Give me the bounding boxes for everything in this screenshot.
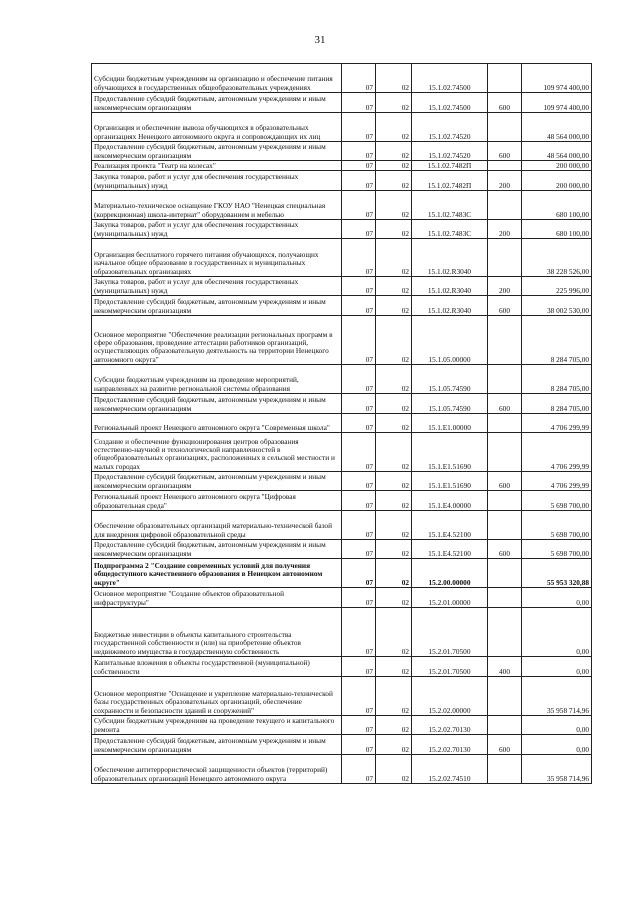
row-section: 07 (342, 559, 376, 588)
row-amount: 48 564 000,00 (522, 142, 592, 161)
table-row (92, 113, 592, 142)
row-amount: 109 974 400,00 (522, 64, 592, 93)
row-name: Материально-техническое оснащение ГКОУ НАО "Ненецкая специальная (коррекционная) школа-интернат" оборудованием и мебелью (92, 191, 342, 220)
page-number: 31 (314, 34, 326, 46)
row-target-article: 15.1.02.7482П (412, 161, 488, 171)
row-subsection: 02 (376, 511, 412, 540)
table-row (92, 608, 592, 657)
row-target-article: 15.2.02.70130 (412, 716, 488, 735)
table-row (92, 191, 592, 220)
row-target-article: 15.1.02.74520 (412, 142, 488, 161)
row-amount: 48 564 000,00 (522, 113, 592, 142)
row-expense-type (488, 677, 522, 716)
row-name: Основное мероприятие "Оснащение и укрепление материально-технической базы государственных образовательных организаций, обеспечение сохранности и безопасности зданий и сооружений" (92, 677, 342, 716)
row-name: Закупка товаров, работ и услуг для обеспечения государственных (муниципальных) нужд (92, 277, 342, 296)
row-subsection: 02 (376, 171, 412, 191)
row-amount: 680 100,00 (522, 220, 592, 239)
row-target-article: 15.1.02.R3040 (412, 239, 488, 277)
row-subsection: 02 (376, 113, 412, 142)
row-amount: 0,00 (522, 716, 592, 735)
row-subsection: 02 (376, 191, 412, 220)
row-name: Реализация проекта "Театр на колесах" (92, 161, 342, 171)
row-name: Предоставление субсидий бюджетным, автономным учреждениям и иным некоммерческим организациям (92, 142, 342, 161)
row-section: 07 (342, 755, 376, 784)
table-row (92, 365, 592, 394)
table-row (92, 755, 592, 784)
table-row (92, 64, 592, 93)
row-target-article: 15.1.02.74520 (412, 113, 488, 142)
row-name: Основное мероприятие "Создание объектов образовательной инфраструктуры" (92, 588, 342, 608)
table-row (92, 716, 592, 735)
row-target-article: 15.1.05.00000 (412, 316, 488, 365)
row-subsection: 02 (376, 716, 412, 735)
row-section: 07 (342, 142, 376, 161)
row-subsection: 02 (376, 559, 412, 588)
row-amount: 38 002 530,00 (522, 296, 592, 316)
row-subsection: 02 (376, 161, 412, 171)
row-expense-type: 600 (488, 394, 522, 414)
table-row (92, 677, 592, 716)
row-target-article: 15.1.02.7482П (412, 171, 488, 191)
row-target-article: 15.2.02.70130 (412, 735, 488, 755)
row-target-article: 15.1.Е4.52100 (412, 540, 488, 559)
row-expense-type (488, 191, 522, 220)
row-name: Основное мероприятие "Обеспечение реализации региональных программ в сфере образования, проведение аттестации работников организаций, осуществляющих образовательную деятельность на территории Ненецкого автономного округа" (92, 316, 342, 365)
table-row (92, 511, 592, 540)
table-row (92, 657, 592, 677)
row-section: 07 (342, 93, 376, 113)
row-name: Предоставление субсидий бюджетным, автономным учреждениям и иным некоммерческим организациям (92, 735, 342, 755)
row-amount: 4 706 299,99 (522, 472, 592, 491)
row-name: Региональный проект Ненецкого автономного округа "Цифровая образовательная среда" (92, 491, 342, 511)
budget-table (91, 63, 592, 784)
table-row (92, 171, 592, 191)
row-subsection: 02 (376, 316, 412, 365)
row-amount: 8 284 705,00 (522, 316, 592, 365)
row-name: Подпрограмма 2 "Создание современных условий для получения общедоступного качественного образования в Ненецком автономном округе" (92, 559, 342, 588)
row-amount: 5 698 700,00 (522, 511, 592, 540)
row-target-article: 15.2.01.00000 (412, 588, 488, 608)
row-name: Обеспечение антитеррористической защищенности объектов (территорий) образовательных организаций Ненецкого автономного округа (92, 755, 342, 784)
row-target-article: 15.2.02.74510 (412, 755, 488, 784)
row-amount: 200 000,00 (522, 161, 592, 171)
row-subsection: 02 (376, 277, 412, 296)
row-expense-type (488, 608, 522, 657)
row-name: Предоставление субсидий бюджетным, автономным учреждениям и иным некоммерческим организациям (92, 93, 342, 113)
row-expense-type (488, 433, 522, 472)
row-expense-type: 600 (488, 93, 522, 113)
row-section: 07 (342, 716, 376, 735)
row-expense-type (488, 491, 522, 511)
row-expense-type (488, 559, 522, 588)
row-name: Закупка товаров, работ и услуг для обеспечения государственных (муниципальных) нужд (92, 220, 342, 239)
row-section: 07 (342, 394, 376, 414)
row-subsection: 02 (376, 540, 412, 559)
row-section: 07 (342, 540, 376, 559)
row-section: 07 (342, 472, 376, 491)
row-target-article: 15.2.00.00000 (412, 559, 488, 588)
row-target-article: 15.1.02.74500 (412, 64, 488, 93)
row-subsection: 02 (376, 657, 412, 677)
row-section: 07 (342, 433, 376, 472)
row-expense-type (488, 239, 522, 277)
table-row (92, 220, 592, 239)
table-row (92, 239, 592, 277)
row-expense-type (488, 365, 522, 394)
row-amount: 0,00 (522, 657, 592, 677)
row-name: Субсидии бюджетным учреждениям на проведение мероприятий, направленных на развитие региональной системы образования (92, 365, 342, 394)
row-expense-type: 200 (488, 171, 522, 191)
row-expense-type (488, 588, 522, 608)
row-section: 07 (342, 491, 376, 511)
row-amount: 5 698 700,00 (522, 540, 592, 559)
row-section: 07 (342, 511, 376, 540)
row-subsection: 02 (376, 433, 412, 472)
row-subsection: 02 (376, 608, 412, 657)
row-section: 07 (342, 113, 376, 142)
row-name: Предоставление субсидий бюджетным, автономным учреждениям и иным некоммерческим организациям (92, 296, 342, 316)
row-target-article: 15.1.Е1.00000 (412, 414, 488, 433)
row-subsection: 02 (376, 491, 412, 511)
row-subsection: 02 (376, 296, 412, 316)
row-amount: 109 974 400,00 (522, 93, 592, 113)
row-section: 07 (342, 161, 376, 171)
row-amount: 35 958 714,96 (522, 677, 592, 716)
row-amount: 200 000,00 (522, 171, 592, 191)
row-amount: 55 953 320,88 (522, 559, 592, 588)
row-section: 07 (342, 365, 376, 394)
row-target-article: 15.1.02.7483С (412, 220, 488, 239)
table-row (92, 414, 592, 433)
row-expense-type (488, 113, 522, 142)
row-name: Бюджетные инвестиции в объекты капитального строительства государственной собственности и (или) на приобретение объектов недвижимого имущества в государственную собственность (92, 608, 342, 657)
row-expense-type: 200 (488, 277, 522, 296)
row-section: 07 (342, 220, 376, 239)
row-amount: 0,00 (522, 588, 592, 608)
table-row (92, 316, 592, 365)
row-subsection: 02 (376, 472, 412, 491)
row-name: Предоставление субсидий бюджетным, автономным учреждениям и иным некоммерческим организациям (92, 540, 342, 559)
row-section: 07 (342, 677, 376, 716)
row-amount: 4 706 299,99 (522, 433, 592, 472)
row-target-article: 15.2.01.70500 (412, 657, 488, 677)
row-expense-type: 600 (488, 472, 522, 491)
row-expense-type: 400 (488, 657, 522, 677)
row-expense-type (488, 161, 522, 171)
table-row (92, 735, 592, 755)
table-row (92, 491, 592, 511)
row-section: 07 (342, 277, 376, 296)
row-subsection: 02 (376, 220, 412, 239)
row-target-article: 15.1.05.74590 (412, 365, 488, 394)
row-amount: 38 228 526,00 (522, 239, 592, 277)
row-target-article: 15.1.02.7483С (412, 191, 488, 220)
row-amount: 8 284 705,00 (522, 365, 592, 394)
row-expense-type (488, 755, 522, 784)
row-amount: 680 100,00 (522, 191, 592, 220)
row-target-article: 15.1.Е1.51690 (412, 433, 488, 472)
row-subsection: 02 (376, 142, 412, 161)
row-section: 07 (342, 657, 376, 677)
row-name: Организация и обеспечение вывоза обучающихся в образовательных организациях Ненецкого автономного округа и сопровождающих их лиц (92, 113, 342, 142)
row-expense-type (488, 716, 522, 735)
row-subsection: 02 (376, 735, 412, 755)
row-amount: 225 996,00 (522, 277, 592, 296)
row-amount: 0,00 (522, 735, 592, 755)
row-subsection: 02 (376, 588, 412, 608)
table-row (92, 540, 592, 559)
row-expense-type (488, 316, 522, 365)
row-subsection: 02 (376, 414, 412, 433)
row-amount: 4 706 299,99 (522, 414, 592, 433)
row-expense-type: 600 (488, 735, 522, 755)
row-target-article: 15.1.05.74590 (412, 394, 488, 414)
row-name: Региональный проект Ненецкого автономного округа "Современная школа" (92, 414, 342, 433)
table-row (92, 296, 592, 316)
table-row (92, 559, 592, 588)
row-name: Создание и обеспечение функционирования центров образования естественно-научной и технологической направленностей в общеобразовательных организациях, расположенных в сельской местности и малых городах (92, 433, 342, 472)
table-row (92, 161, 592, 171)
row-name: Обеспечение образовательных организаций материально-технической базой для внедрения цифровой образовательной среды (92, 511, 342, 540)
table-row (92, 93, 592, 113)
row-name: Предоставление субсидий бюджетным, автономным учреждениям и иным некоммерческим организациям (92, 472, 342, 491)
table-row (92, 588, 592, 608)
row-amount: 5 698 700,00 (522, 491, 592, 511)
table-row (92, 472, 592, 491)
row-expense-type: 600 (488, 142, 522, 161)
row-expense-type: 600 (488, 540, 522, 559)
row-target-article: 15.1.Е4.00000 (412, 491, 488, 511)
row-amount: 0,00 (522, 608, 592, 657)
row-amount: 35 958 714,96 (522, 755, 592, 784)
row-subsection: 02 (376, 677, 412, 716)
row-section: 07 (342, 414, 376, 433)
row-expense-type (488, 414, 522, 433)
row-name: Организация бесплатного горячего питания обучающихся, получающих начальное общее образование в государственных и муниципальных образовательных организациях (92, 239, 342, 277)
row-target-article: 15.1.02.74500 (412, 93, 488, 113)
row-expense-type (488, 511, 522, 540)
row-section: 07 (342, 316, 376, 365)
table-row (92, 394, 592, 414)
row-section: 07 (342, 239, 376, 277)
row-section: 07 (342, 64, 376, 93)
row-target-article: 15.1.02.R3040 (412, 277, 488, 296)
row-section: 07 (342, 191, 376, 220)
row-subsection: 02 (376, 755, 412, 784)
row-name: Предоставление субсидий бюджетным, автономным учреждениям и иным некоммерческим организациям (92, 394, 342, 414)
row-name: Субсидии бюджетным учреждениям на проведение текущего и капитального ремонта (92, 716, 342, 735)
row-subsection: 02 (376, 64, 412, 93)
table-row (92, 433, 592, 472)
row-section: 07 (342, 171, 376, 191)
row-subsection: 02 (376, 394, 412, 414)
table-row (92, 142, 592, 161)
row-section: 07 (342, 735, 376, 755)
row-section: 07 (342, 296, 376, 316)
row-name: Капитальные вложения в объекты государственной (муниципальной) собственности (92, 657, 342, 677)
row-target-article: 15.2.02.00000 (412, 677, 488, 716)
row-target-article: 15.1.Е1.51690 (412, 472, 488, 491)
row-target-article: 15.1.02.R3040 (412, 296, 488, 316)
row-target-article: 15.1.Е4.52100 (412, 511, 488, 540)
row-subsection: 02 (376, 93, 412, 113)
row-subsection: 02 (376, 239, 412, 277)
row-expense-type: 600 (488, 296, 522, 316)
row-target-article: 15.2.01.70500 (412, 608, 488, 657)
row-amount: 8 284 705,00 (522, 394, 592, 414)
row-expense-type (488, 64, 522, 93)
row-subsection: 02 (376, 365, 412, 394)
row-section: 07 (342, 608, 376, 657)
row-name: Субсидии бюджетным учреждениям на организацию и обеспечение питания обучающихся в государственных общеобразовательных учреждениях (92, 64, 342, 93)
table-row (92, 277, 592, 296)
row-section: 07 (342, 588, 376, 608)
row-name: Закупка товаров, работ и услуг для обеспечения государственных (муниципальных) нужд (92, 171, 342, 191)
row-expense-type: 200 (488, 220, 522, 239)
